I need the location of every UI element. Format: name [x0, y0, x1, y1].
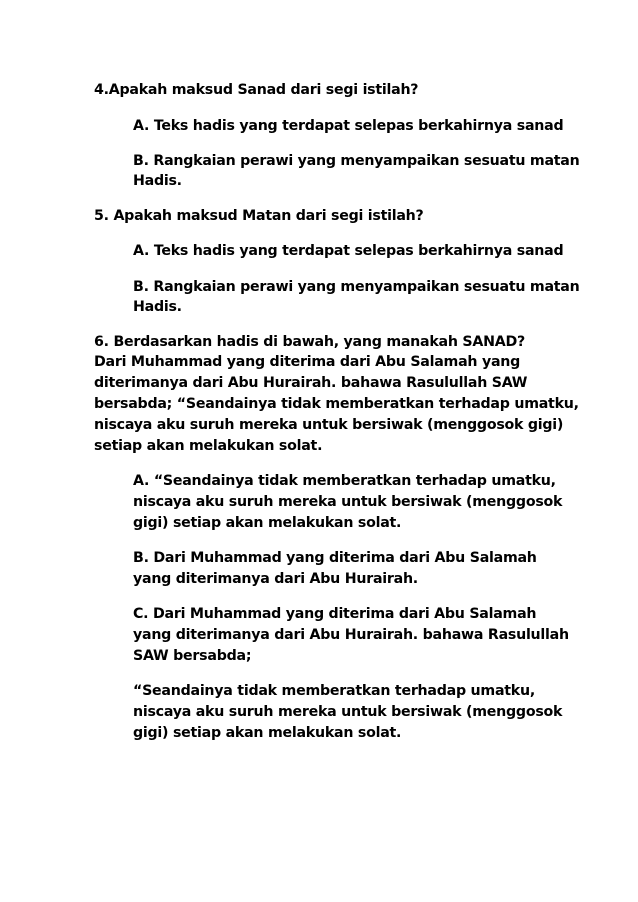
question-6-option-b-line-1: B. Dari Muhammad yang diterima dari Abu Salamah	[133, 550, 537, 566]
question-6-prompt: 6. Berdasarkan hadis di bawah, yang manakah SANAD?	[94, 334, 525, 350]
question-5-option-a: A. Teks hadis yang terdapat selepas berkahirnya sanad	[133, 243, 564, 259]
question-5-prompt: 5. Apakah maksud Matan dari segi istilah?	[94, 208, 424, 224]
question-5-option-b-line-2: Hadis.	[133, 299, 182, 315]
question-6-passage-line-1: Dari Muhammad yang diterima dari Abu Salamah yang	[94, 354, 521, 370]
question-6-passage-line-3: bersabda; “Seandainya tidak memberatkan terhadap umatku,	[94, 396, 579, 412]
question-6-quote-line-1: “Seandainya tidak memberatkan terhadap umatku,	[133, 683, 535, 699]
question-6-option-a-line-1: A. “Seandainya tidak memberatkan terhadap umatku,	[133, 473, 556, 489]
question-6-passage-line-5: setiap akan melakukan solat.	[94, 438, 323, 454]
question-5-option-b-line-1: B. Rangkaian perawi yang menyampaikan sesuatu matan	[133, 279, 580, 295]
question-4-option-b-line-2: Hadis.	[133, 173, 182, 189]
question-4-prompt: 4.Apakah maksud Sanad dari segi istilah?	[94, 82, 419, 98]
question-6-passage-line-2: diterimanya dari Abu Hurairah. bahawa Rasulullah SAW	[94, 375, 528, 391]
question-6-option-a-line-2: niscaya aku suruh mereka untuk bersiwak (menggosok	[133, 494, 563, 510]
question-6-option-a-line-3: gigi) setiap akan melakukan solat.	[133, 515, 402, 531]
question-6-option-b-line-2: yang diterimanya dari Abu Hurairah.	[133, 571, 418, 587]
question-6-option-c-line-2: yang diterimanya dari Abu Hurairah. bahawa Rasulullah	[133, 627, 569, 643]
question-6-quote-line-2: niscaya aku suruh mereka untuk bersiwak (menggosok	[133, 704, 563, 720]
question-4-option-a: A. Teks hadis yang terdapat selepas berkahirnya sanad	[133, 118, 564, 134]
question-4-option-b-line-1: B. Rangkaian perawi yang menyampaikan sesuatu matan	[133, 153, 580, 169]
question-6-option-c-line-1: C. Dari Muhammad yang diterima dari Abu Salamah	[133, 606, 537, 622]
question-6-option-c-line-3: SAW bersabda;	[133, 648, 252, 664]
question-6-passage-line-4: niscaya aku suruh mereka untuk bersiwak (menggosok gigi)	[94, 417, 564, 433]
question-6-quote-line-3: gigi) setiap akan melakukan solat.	[133, 725, 402, 741]
